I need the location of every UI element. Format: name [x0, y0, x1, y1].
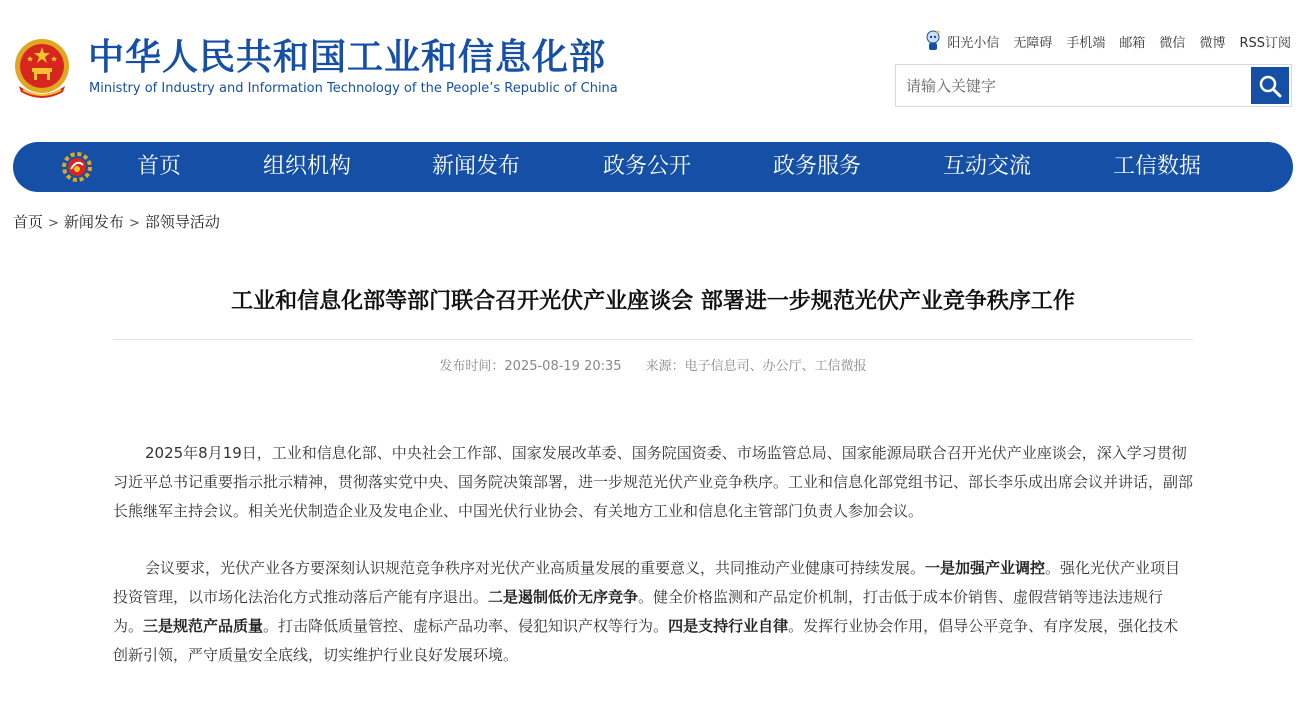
top-links	[925, 30, 1291, 52]
nav-item-government-affairs[interactable]: 政务公开	[603, 154, 692, 179]
robot-icon	[925, 30, 941, 52]
article-paragraph-2	[113, 554, 1193, 670]
toplink-mobile[interactable]: 手机端	[1066, 35, 1106, 51]
article-title: 工业和信息化部等部门联合召开光伏产业座谈会 部署进一步规范光伏产业竞争秩序工作	[231, 289, 1075, 314]
site-title[interactable]: 中华人民共和国工业和信息化部	[88, 37, 607, 78]
toplink-wechat[interactable]: 微信	[1159, 35, 1186, 51]
paragraph-text: 。打击降低质量管控、虚标产品功率、侵犯知识产权等行为。	[263, 617, 669, 635]
search-button[interactable]	[1251, 67, 1289, 104]
breadcrumb-home[interactable]: 首页	[13, 213, 44, 231]
search-box	[895, 64, 1292, 107]
point-head: 一是	[925, 559, 956, 577]
point-bold: 遏制低价无序竞争	[518, 588, 639, 606]
paragraph-text: 。强化光伏产业项目投资管理，以市场化法治化方式推动落后产能有序退出。	[113, 559, 1181, 606]
article-source: 来源：电子信息司、办公厅、工信微报	[645, 359, 867, 374]
point-head: 三是	[143, 617, 174, 635]
point-bold: 加强产业调控	[955, 559, 1046, 577]
title-divider	[113, 339, 1193, 340]
toplink-mail[interactable]: 邮箱	[1119, 35, 1146, 51]
nav-item-news[interactable]: 新闻发布	[432, 154, 521, 179]
toplink-weibo[interactable]: 微博	[1199, 35, 1226, 51]
search-icon	[1258, 74, 1282, 98]
article-meta	[113, 358, 1193, 376]
gear-logo-icon[interactable]	[61, 151, 93, 183]
toplink-sunshine[interactable]	[925, 30, 999, 52]
breadcrumb-leadership[interactable]: 部领导活动	[144, 213, 220, 231]
search-input[interactable]	[896, 65, 1251, 106]
breadcrumb-separator: >	[48, 216, 59, 231]
breadcrumb-separator: >	[128, 216, 140, 231]
publish-time: 发布时间：2025-08-19 20:35	[439, 359, 622, 374]
toplink-accessibility[interactable]: 无障碍	[1013, 35, 1053, 51]
main-nav	[13, 142, 1293, 192]
toplink-label: 阳光小信	[947, 35, 1000, 51]
site-subtitle[interactable]: Ministry of Industry and Information Technology of the People’s Republic of China	[89, 81, 618, 96]
nav-item-services[interactable]: 政务服务	[773, 154, 862, 179]
paragraph-text: 会议要求，光伏产业各方要深刻认识规范竞争秩序对光伏产业高质量发展的重要意义，共同推动产业健康可持续发展。	[145, 559, 926, 577]
nav-item-interaction[interactable]: 互动交流	[943, 154, 1032, 179]
nav-item-home[interactable]: 首页	[137, 154, 182, 179]
site-header	[0, 0, 1311, 140]
paragraph-text: 。发挥行业协会作用，倡导公平竞争、有序发展，强化技术创新引领，严守质量安全底线，切实维护行业良好发展环境。	[113, 617, 1179, 664]
paragraph-text: 。健全价格监测和产品定价机制，打击低于成本价销售、虚假营销等违法违规行为。	[113, 588, 1164, 635]
national-emblem-icon[interactable]	[13, 36, 71, 100]
nav-item-organization[interactable]: 组织机构	[263, 154, 352, 179]
point-bold: 规范产品质量	[173, 617, 264, 635]
nav-item-data[interactable]: 工信数据	[1113, 154, 1202, 179]
breadcrumb	[13, 212, 220, 234]
article-paragraph-1: 2025年8月19日，工业和信息化部、中央社会工作部、国家发展改革委、国务院国资委、市场监管总局、国家能源局联合召开光伏产业座谈会，深入学习贯彻习近平总书记重要指示批示精神，贯彻落实党中央、国务院决策部署，进一步规范光伏产业竞争秩序。工业和信息化部党组书记、部长李乐成出席会议并讲话，副部长熊继军主持会议。相关光伏制造企业及发电企业、中国光伏行业协会、有关地方工业和信息化主管部门负责人参加会议。	[113, 444, 1194, 520]
point-bold: 支持行业自律	[698, 617, 789, 635]
point-head: 四是	[668, 617, 699, 635]
point-head: 二是	[488, 588, 519, 606]
breadcrumb-news[interactable]: 新闻发布	[63, 213, 124, 231]
toplink-rss[interactable]: RSS订阅	[1239, 35, 1291, 51]
